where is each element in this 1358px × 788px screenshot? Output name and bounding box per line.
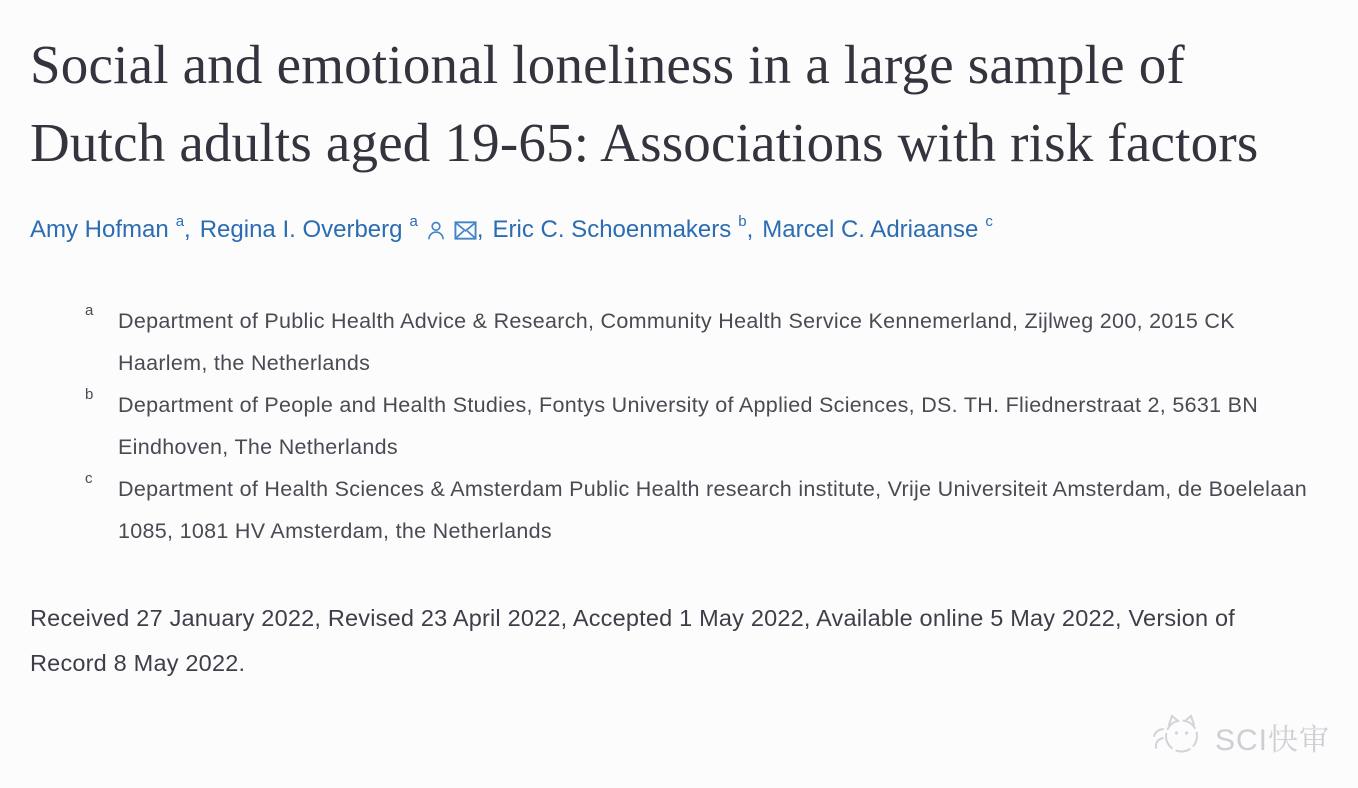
author-affiliation-sup: c bbox=[985, 212, 993, 230]
author-entry bbox=[492, 212, 763, 244]
affiliation-item-a bbox=[85, 300, 1330, 384]
affiliation-label: b bbox=[85, 386, 94, 403]
affiliation-text: Department of People and Health Studies, Fontys University of Applied Sciences, DS. TH. Fliednerstraat 2, 5631 BN Eindhoven, The Netherlands bbox=[118, 393, 1259, 459]
author-separator: , bbox=[746, 216, 754, 243]
watermark bbox=[1149, 709, 1330, 764]
watermark-text: SCI快审 bbox=[1214, 723, 1330, 757]
author-name: Regina I. Overberg bbox=[199, 216, 403, 243]
article-dates: Received 27 January 2022, Revised 23 April 2022, Accepted 1 May 2022, Available online 5 May 2022, Version of Record 8 May 2022. bbox=[30, 605, 1235, 676]
cat-logo-icon bbox=[1149, 709, 1205, 764]
author-affiliation-sup: a bbox=[409, 212, 418, 230]
affiliation-item-c bbox=[85, 468, 1330, 552]
person-icon[interactable] bbox=[426, 220, 446, 241]
affiliation-text: Department of Public Health Advice & Research, Community Health Service Kennemerland, Zijlweg 200, 2015 CK Haarlem, the Netherlands bbox=[118, 309, 1235, 375]
envelope-icon[interactable] bbox=[454, 221, 477, 240]
affiliation-list bbox=[30, 300, 1330, 552]
affiliation-label: a bbox=[85, 302, 94, 319]
author-separator: , bbox=[476, 216, 484, 243]
author-link-amy-hofman[interactable] bbox=[30, 212, 185, 244]
author-name: Eric C. Schoenmakers bbox=[492, 216, 732, 243]
author-link-eric-schoenmakers[interactable] bbox=[492, 212, 747, 244]
affiliation-item-b bbox=[85, 384, 1330, 468]
author-list bbox=[30, 212, 1330, 244]
author-affiliation-sup: b bbox=[738, 212, 747, 230]
author-link-marcel-adriaanse[interactable] bbox=[762, 212, 993, 244]
affiliation-text: Department of Health Sciences & Amsterdam Public Health research institute, Vrije Universiteit Amsterdam, de Boelelaan 1085, 1081 HV Amsterdam, the Netherlands bbox=[118, 477, 1307, 543]
author-affiliation-sup: a bbox=[175, 212, 185, 230]
author-entry bbox=[30, 212, 200, 244]
author-entry bbox=[762, 212, 993, 244]
author-entry bbox=[199, 212, 493, 244]
author-name: Amy Hofman bbox=[30, 216, 169, 243]
author-name: Marcel C. Adriaanse bbox=[762, 216, 979, 243]
article-title: Social and emotional loneliness in a large sample of Dutch adults aged 19-65: Associations with risk factors bbox=[30, 34, 1259, 173]
author-link-regina-overberg[interactable] bbox=[199, 212, 418, 244]
affiliation-label: c bbox=[85, 470, 93, 487]
author-separator: , bbox=[184, 216, 191, 243]
